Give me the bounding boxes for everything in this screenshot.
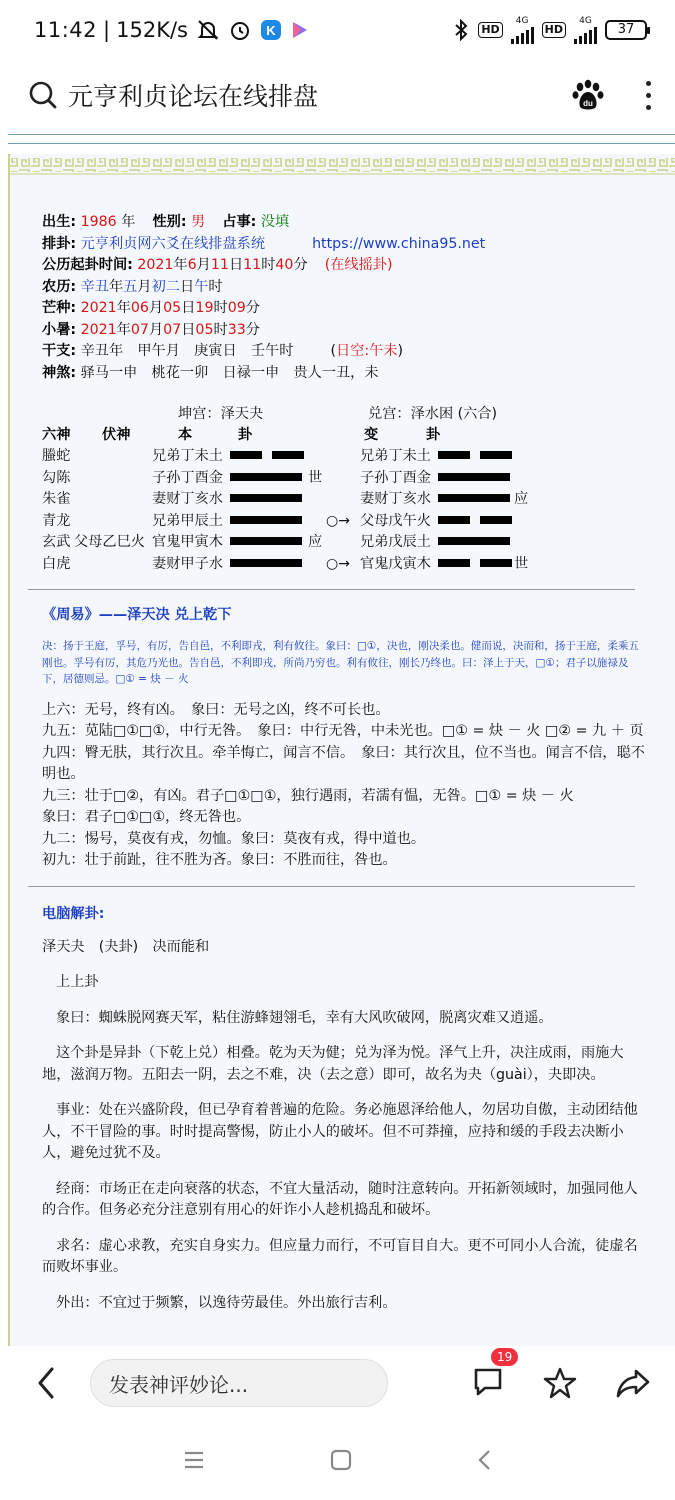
m-m: 月 (148, 300, 164, 316)
arrange-label: 排卦: (42, 235, 77, 252)
yao-row (42, 446, 675, 468)
palace-titles (42, 404, 675, 425)
shensha-value: 驿马一申 桃花一卯 日禄一申 贵人一丑，未 (80, 364, 379, 381)
arrange-row (42, 234, 675, 256)
greek-key-border (8, 154, 675, 176)
birth-year: 1986 (80, 214, 117, 230)
comment-input[interactable] (90, 1359, 388, 1407)
year-unit: 年 (121, 214, 136, 230)
ganzhi-row (42, 341, 675, 363)
jiegua-title: 电脑解卦: (42, 905, 105, 922)
col-gua: 卦 (238, 427, 253, 443)
t-hour: 11 (243, 257, 262, 273)
page-title[interactable]: 元亨利贞论坛在线排盘 (68, 82, 319, 111)
t-year: 2021 (137, 257, 174, 273)
ben-yao-line (230, 446, 304, 468)
mangzhong-label: 芒种: (42, 300, 77, 316)
system-nav-bar (0, 1420, 675, 1500)
yao-lines (42, 700, 648, 872)
lunar-2: 年 (108, 278, 124, 295)
yao-row (42, 511, 675, 533)
baidu-paw-icon[interactable] (571, 78, 605, 112)
lunar-6: 日 (179, 278, 195, 295)
m-d: 日 (181, 300, 196, 316)
system-link[interactable]: 元亨利贞网六爻在线排盘系统 (80, 235, 266, 252)
lunar-7: 午 (194, 278, 209, 295)
liushen-cell: 螣蛇 (42, 448, 71, 464)
yao-text-line: 初九：壮于前趾，往不胜为吝。象曰：不胜而往，咎也。 (42, 852, 397, 868)
comment-button[interactable] (471, 1350, 513, 1402)
bian-yao-cell: 官鬼戊寅木 (360, 555, 431, 572)
app-k-icon (260, 19, 282, 41)
x-month: 07 (130, 321, 149, 338)
x-d: 日 (181, 321, 196, 338)
play-store-icon (290, 20, 310, 40)
divider-2 (28, 886, 635, 887)
yao-rows (42, 446, 675, 575)
t-h: 时 (261, 257, 276, 273)
gua-xiang: 象曰：蜘蛛脱网赛天军，粘住游蜂翅翎毛，幸有大风吹破网，脱离灾难又逍遥。 (56, 1009, 553, 1026)
time-label: 公历起卦时间: (42, 257, 133, 273)
gua-para-career: 事业：处在兴盛阶段，但已孕育着普遍的危险。务必施恩泽给他人，勿居功自傲，主动团结他人，不干冒险的事。时时提高警惕，防止小人的破坏。但不可莽撞，应持和缓的手段去决断小人，避免过犹不及。 (42, 1102, 638, 1161)
xiaoshu-label: 小暑: (42, 321, 77, 338)
t-y: 年 (173, 257, 188, 273)
shensha-row (42, 363, 675, 385)
yao-text-line: 九二：惕号，莫夜有戎，勿恤。象曰：莫夜有戎，得中道也。 (42, 830, 426, 847)
menu-icon[interactable] (182, 1449, 206, 1471)
col-fushen: 伏神 (102, 427, 131, 443)
gua-name-line: 泽天夬 (夬卦) 决而能和 (42, 938, 210, 955)
ben-yao-line (230, 554, 302, 576)
t-d: 日 (228, 257, 244, 273)
comment-icon (471, 1364, 505, 1398)
bian-palace-title: 兑宫：泽水困 (六合) (368, 406, 498, 422)
matter-label: 占事: (222, 214, 257, 230)
bluetooth-icon (452, 19, 470, 41)
ben-yao-cell: 官鬼甲寅木 (152, 534, 223, 550)
col-bian: 变 (364, 427, 379, 443)
bian-shiying-mark: 世 (514, 555, 529, 572)
search-icon[interactable] (28, 80, 58, 110)
bian-yao-cell: 子孙丁酉金 (360, 469, 431, 486)
lunar-8: 时 (208, 278, 223, 295)
m-year: 2021 (80, 300, 117, 316)
kong-close: ) (397, 343, 404, 359)
svg-text:du: du (583, 99, 593, 108)
liushen-cell: 勾陈 (42, 469, 71, 486)
signal-icon-2 (574, 26, 597, 44)
lunar-5: 初二 (151, 278, 180, 295)
t-month: 6 (187, 257, 197, 273)
status-bar (0, 0, 675, 60)
liushen-cell: 玄武 (42, 534, 71, 550)
ganzhi-label: 干支: (42, 343, 77, 359)
moving-yao-mark: ○→ (326, 512, 350, 529)
status-divider: | (103, 18, 111, 42)
zhouyi-guaci: 决：扬于王庭，孚号，有厉，告自邑，不利即戎，利有攸往。象曰：□①，决也，刚决柔也。健而说，决而和，扬于王庭，柔乘五刚也。孚号有厉，其危乃光也。告自邑，不利即戎，所尚乃穷也。利有攸往，刚长乃终也。曰：泽上于天，□①；君子以施禄及下，居德则忌。□① = 炔 － 火 (42, 640, 639, 685)
col-gua-2: 卦 (426, 427, 441, 443)
divider-1 (28, 589, 635, 590)
gender-label: 性别: (152, 214, 187, 230)
yao-row (42, 532, 675, 554)
yao-text-line: 九三：壮于□②，有凶。君子□①□①，独行遇雨，若濡有愠，无咎。□① = 炔 － 火 (42, 787, 574, 804)
m-min: 09 (227, 300, 246, 316)
x-day: 07 (163, 321, 182, 338)
share-icon[interactable] (615, 1366, 651, 1400)
title-bar (0, 60, 675, 130)
lunar-label: 农历: (42, 278, 77, 295)
m-day: 05 (163, 300, 182, 316)
ben-yao-line (230, 489, 302, 511)
svg-text:K: K (266, 23, 276, 38)
signal-icon-1 (511, 26, 534, 44)
liushen-cell: 青龙 (42, 512, 71, 529)
yao-text-line: 象曰：君子□①□①，终无咎也。 (42, 809, 251, 825)
rikong-value: 日空:午未 (335, 343, 398, 359)
m-y: 年 (116, 300, 131, 316)
gua-grade: 上上卦 (56, 974, 99, 990)
yao-text-line: 九四：臀无肤，其行次且。牵羊悔亡，闻言不信。 象曰：其行次且，位不当也。闻言不信，聪不明也。 (42, 744, 645, 782)
net-label-2: 4G (579, 15, 592, 26)
xiaoshu-row (42, 320, 675, 342)
info-block (28, 212, 675, 384)
yao-row (42, 468, 675, 490)
ben-palace-title: 坤宫：泽天夬 (178, 406, 264, 422)
ben-yao-line (230, 532, 302, 554)
comment-placeholder: 发表神评妙论... (109, 1372, 249, 1397)
bian-shiying-mark: 应 (514, 491, 529, 507)
lunar-3: 五 (123, 278, 138, 295)
lunar-row (42, 277, 675, 299)
bian-yao-cell: 兄弟戊辰土 (360, 534, 431, 550)
t-min: 40 (275, 257, 294, 273)
bian-yao-line (438, 554, 512, 576)
ben-yao-cell: 兄弟丁未土 (152, 448, 223, 464)
mangzhong-row (42, 298, 675, 320)
method-value: (在线摇卦) (324, 257, 393, 273)
bian-yao-line (438, 532, 510, 554)
birth-row (42, 212, 675, 234)
ben-yao-cell: 子孙丁酉金 (152, 469, 223, 486)
jiegua-section (28, 903, 675, 1315)
net-label-1: 4G (515, 15, 529, 26)
col-liushen: 六神 (42, 427, 71, 443)
bian-yao-line (438, 446, 512, 468)
ben-shiying-mark: 应 (308, 534, 323, 550)
fushen-cell: 父母乙巳火 (74, 534, 145, 550)
comment-count-badge: 19 (491, 1348, 518, 1366)
bian-yao-line (438, 489, 510, 511)
bottom-action-bar (0, 1346, 675, 1420)
mute-bell-icon (196, 18, 220, 42)
web-content (0, 130, 675, 1346)
bian-yao-cell: 妻财丁亥水 (360, 491, 431, 507)
x-m: 月 (148, 321, 164, 338)
x-year: 2021 (80, 321, 117, 338)
ganzhi-value: 辛丑年 甲午月 庚寅日 壬午时 (80, 343, 294, 359)
shensha-label: 神煞: (42, 364, 77, 381)
x-y: 年 (116, 321, 131, 338)
yao-row (42, 489, 675, 511)
paipan-panel (28, 178, 675, 1314)
matter-value: 没填 (260, 214, 290, 230)
t-m: 月 (196, 257, 211, 273)
bian-yao-cell: 兄弟丁未土 (360, 448, 431, 464)
top-divider (8, 134, 675, 144)
m-hour: 19 (195, 300, 214, 316)
home-square-icon[interactable] (329, 1448, 353, 1472)
yao-row (42, 554, 675, 576)
liushen-cell: 朱雀 (42, 491, 71, 507)
lunar-4: 月 (137, 278, 152, 295)
x-hour: 05 (195, 321, 214, 338)
hd-badge-1: HD (478, 22, 502, 38)
yao-text-line: 九五：苋陆□①□①，中行无咎。 象曰：中行无咎，中未光也。□① = 炔 － 火 □② = 九 ＋ 页 (42, 723, 644, 739)
hexagram-table (28, 404, 675, 575)
alarm-icon (228, 18, 252, 42)
liushen-cell: 白虎 (42, 555, 71, 572)
nav-back-icon[interactable] (476, 1448, 494, 1472)
gua-para-fame: 求名：虚心求教，充实自身实力。但应量力而行，不可盲目自大。更不可同小人合流，徒虚名而败坏事业。 (42, 1237, 638, 1275)
x-h: 时 (213, 321, 228, 338)
star-icon[interactable] (543, 1366, 577, 1400)
x-mi: 分 (245, 321, 260, 338)
back-arrow-icon[interactable] (34, 1365, 58, 1401)
table-header (42, 425, 675, 446)
ben-yao-line (230, 511, 302, 533)
ben-yao-cell: 妻财甲子水 (152, 555, 223, 572)
zhouyi-section (28, 604, 675, 872)
gua-para-travel: 外出：不宜过于频繁，以逸待劳最佳。外出旅行吉利。 (56, 1294, 397, 1311)
col-ben: 本 (178, 427, 193, 443)
time-row (42, 255, 675, 277)
ben-yao-cell: 妻财丁亥水 (152, 491, 223, 507)
bian-yao-line (438, 511, 512, 533)
gender-value: 男 (191, 214, 206, 230)
t-mi: 分 (293, 257, 308, 273)
m-h: 时 (213, 300, 228, 316)
zhouyi-title: 《周易》——泽天决 兑上乾下 (42, 607, 232, 623)
ben-shiying-mark: 世 (308, 469, 323, 486)
kong-open: ( (330, 343, 336, 359)
m-month: 06 (130, 300, 149, 316)
more-vertical-icon[interactable] (645, 81, 651, 110)
site-url-link[interactable]: https://www.china95.net (312, 235, 486, 252)
x-min: 33 (227, 321, 246, 338)
bian-yao-line (438, 468, 510, 490)
status-time: 11:42 (34, 18, 98, 42)
moving-yao-mark: ○→ (326, 555, 350, 572)
status-speed: 152K/s (116, 18, 188, 42)
bian-yao-cell: 父母戊午火 (360, 512, 431, 529)
gua-para-business: 经商：市场正在走向衰落的状态，不宜大量活动，随时注意转向。开拓新领域时，加强同他人的合作。但务必充分注意别有用心的奸诈小人趁机捣乱和破坏。 (42, 1180, 638, 1218)
ben-yao-cell: 兄弟甲辰土 (152, 512, 223, 529)
t-day: 11 (210, 257, 229, 273)
ben-yao-line (230, 468, 302, 490)
m-mi: 分 (245, 300, 260, 316)
yao-text-line: 上六：无号，终有凶。 象曰：无号之凶，终不可长也。 (42, 701, 390, 718)
gua-para-1: 这个卦是异卦（下乾上兑）相叠。乾为天为健；兑为泽为悦。泽气上升，决注成雨，雨施大地，滋润万物。五阳去一阴，去之不难，决（去之意）即可，故名为夬（guài），夬即决。 (42, 1045, 624, 1083)
birth-label: 出生: (42, 214, 77, 230)
battery-icon: 37 (605, 20, 647, 40)
hd-badge-2: HD (542, 22, 566, 38)
lunar-1: 辛丑 (80, 278, 109, 295)
